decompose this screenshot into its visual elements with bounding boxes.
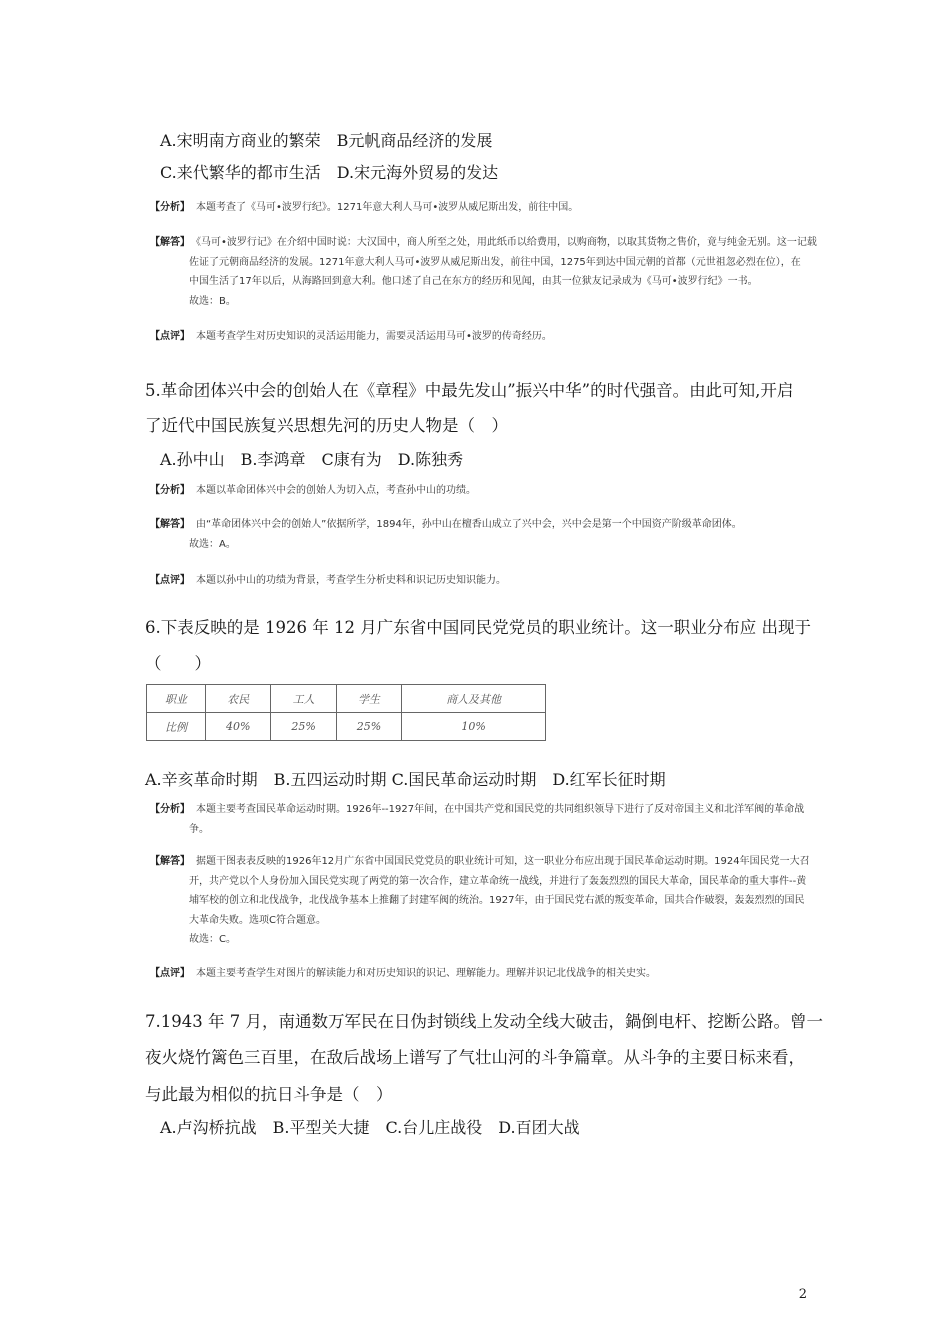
answer-line: 故选：C。	[189, 934, 236, 945]
answer-line: 埔军校的创立和北伐战争，北伐战争基本上推翻了封建军阀的统治。1927年，由于国民党右派的叛变革命，国共合作破裂，轰轰烈烈的国民	[189, 895, 805, 906]
table-header-cell: 职业	[147, 685, 206, 713]
comment-text: 本题考查学生对历史知识的灵活运用能力，需要灵活运用马可•波罗的传奇经历。	[196, 331, 552, 342]
q6-stem-line2: （ ）	[145, 654, 211, 673]
table-header-cell: 农民	[206, 685, 271, 713]
q7-options: A.卢沟桥抗战 B.平型关大捷 C.台儿庄战役 D.百团大战	[160, 1118, 580, 1137]
comment-text: 本题以孙中山的功绩为背景，考查学生分析史料和识记历史知识能力。	[196, 575, 506, 586]
answer-line: 由“革命团体兴中会的创始人”依据所学，1894年，孙中山在檀香山成立了兴中会，兴中会是第一个中国资产阶级革命团体。	[196, 519, 742, 530]
answer-tag: 【解答】	[150, 237, 190, 248]
q4-options-line1: A.宋明南方商业的繁荣 B元帆商品经济的发展	[160, 131, 493, 150]
table-cell: 40%	[206, 713, 271, 741]
q4-answer	[150, 233, 817, 311]
table-header-row	[147, 685, 546, 713]
answer-line: 据题干图表表反映的1926年12月广东省中国国民党党员的职业统计可知，这一职业分布应出现于国民革命运动时期。1924年国民党一大召	[196, 856, 810, 867]
answer-line: 中国生活了17年以后，从海路回到意大利。他口述了自己在东方的经历和见闻，由其一位狱友记录成为《马可•波罗行纪》一书。	[189, 276, 758, 287]
table-cell: 25%	[271, 713, 336, 741]
answer-line: 故选：B。	[189, 295, 236, 307]
q7-stem-line1: 7.1943 年 7 月，南通数万军民在日伪封锁线上发动全线大破击，鍋倒电杆、挖断公路。曾一	[145, 1012, 823, 1031]
q6-answer	[150, 852, 810, 950]
analysis-tag: 【分析】	[150, 485, 190, 496]
table-cell: 10%	[402, 713, 546, 741]
q4-analysis	[150, 198, 578, 213]
q5-answer	[150, 515, 742, 554]
q5-options: A.孙中山 B.李鸿章 C康有为 D.陈独秀	[160, 450, 464, 469]
table-cell: 25%	[336, 713, 401, 741]
q4-comment	[150, 327, 552, 342]
answer-line: 大革命失败。选项C符合题意。	[189, 914, 326, 926]
q6-options: A.辛亥革命时期 B.五四运动时期 C.国民革命运动时期 D.红军长征时期	[145, 770, 666, 789]
q6-analysis	[150, 800, 804, 839]
q5-comment	[150, 571, 506, 586]
comment-tag: 【点评】	[150, 968, 190, 979]
q5-stem-line2: 了近代中国民族复兴思想先河的历史人物是（ ）	[145, 416, 508, 435]
table-header-cell: 商人及其他	[402, 685, 546, 713]
analysis-tag: 【分析】	[150, 804, 190, 815]
analysis-line: 本题主要考查国民革命运动时期。1926年--1927年间，在中国共产党和国民党的共同组织领导下进行了反对帝国主义和北洋军阀的革命战	[196, 804, 805, 815]
page-number: 2	[798, 1287, 807, 1302]
answer-line: 故选：A。	[189, 538, 236, 550]
answer-line: 开，共产党以个人身份加入国民党实现了两党的第一次合作，建立革命统一战线，并进行了轰轰烈烈的国民大革命，国民革命的重大事件--黄	[189, 875, 807, 887]
answer-line: 佐证了元朝商品经济的发展。1271年意大利人马可•波罗从威尼斯出发，前往中国，1275年到达中国元朝的首都（元世祖忽必烈在位），在	[189, 256, 801, 268]
comment-text: 本题主要考查学生对图片的解读能力和对历史知识的识记、理解能力。理解并识记北伐战争的相关史实。	[196, 968, 656, 979]
table-header-cell: 工人	[271, 685, 336, 713]
q6-stem-line1: 6.下表反映的是 1926 年 12 月广东省中国同民党党员的职业统计。这一职业分布应 出现于	[145, 618, 811, 637]
table-cell: 比例	[147, 713, 206, 741]
q7-stem-line2: 夜火烧竹篱色三百里，在敌后战场上谱写了气壮山河的斗争篇章。从斗争的主要日标来看，	[145, 1048, 805, 1067]
comment-tag: 【点评】	[150, 331, 190, 342]
comment-tag: 【点评】	[150, 575, 190, 586]
q5-stem-line1: 5.革命团体兴中会的创始人在《章程》中最先发山”振兴中华”的时代强音。由此可知,开启	[145, 381, 794, 400]
answer-tag: 【解答】	[150, 519, 190, 530]
analysis-text: 本题考查了《马可•波罗行纪》。1271年意大利人马可•波罗从威尼斯出发，前往中国。	[196, 202, 579, 213]
q7-stem-line3: 与此最为相似的抗日斗争是（ ）	[145, 1085, 393, 1104]
analysis-tag: 【分析】	[150, 202, 190, 213]
analysis-line: 争。	[189, 823, 209, 835]
table-row	[147, 713, 546, 741]
analysis-text: 本题以革命团体兴中会的创始人为切入点，考查孙中山的功绩。	[196, 485, 476, 496]
q6-comment	[150, 964, 656, 979]
q5-analysis	[150, 481, 476, 496]
answer-line: 《马可•波罗行记》在介绍中国时说：大汉国中，商人所至之处，用此纸币以给费用，以购商物，以取其货物之售价，竟与纯金无别。这一记载	[196, 237, 817, 248]
table-header-cell: 学生	[336, 685, 401, 713]
occupation-table	[146, 684, 546, 741]
q4-options-line2: C.来代繁华的都市生活 D.宋元海外贸易的发达	[160, 163, 499, 182]
answer-tag: 【解答】	[150, 856, 190, 867]
